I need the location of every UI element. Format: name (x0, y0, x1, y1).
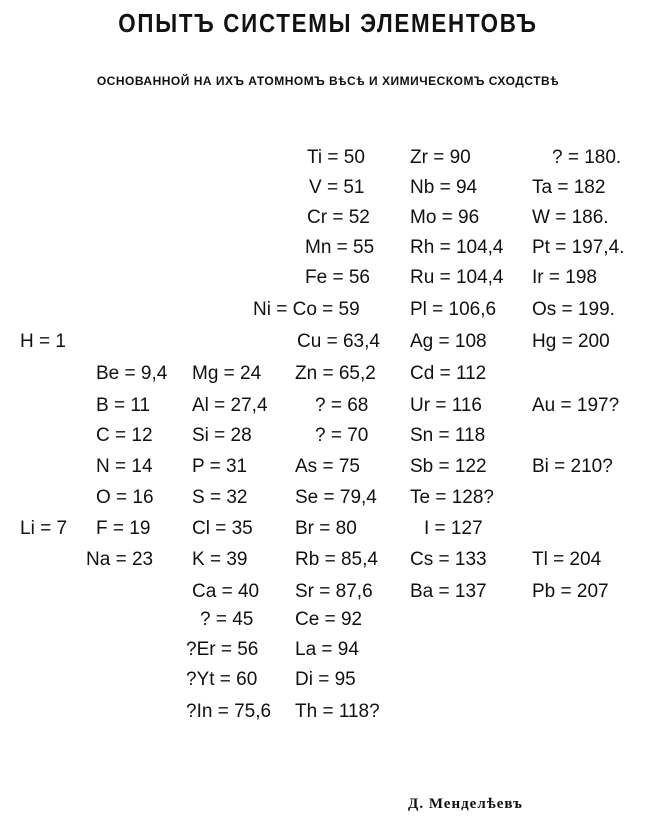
element-entry: Ca = 40 (192, 581, 260, 602)
element-entry: Pl = 106,6 (410, 299, 497, 320)
element-entry: Na = 23 (86, 549, 154, 570)
element-entry: Bi = 210? (532, 456, 613, 477)
element-entry: Al = 27,4 (192, 395, 268, 416)
element-entry: N = 14 (96, 456, 153, 477)
element-entry: ? = 70 (315, 425, 369, 446)
element-entry: Pb = 207 (532, 581, 609, 602)
element-entry: Ti = 50 (307, 147, 365, 168)
element-entry: ?Yt = 60 (186, 669, 258, 690)
element-entry: ? = 180. (552, 147, 622, 168)
element-entry: Au = 197? (532, 395, 620, 416)
element-entry: Rb = 85,4 (295, 549, 378, 570)
element-entry: F = 19 (96, 518, 151, 539)
element-entry: Nb = 94 (410, 177, 478, 198)
element-entry: Rh = 104,4 (410, 237, 504, 258)
element-entry: Br = 80 (295, 518, 357, 539)
element-entry: Ir = 198 (532, 267, 597, 288)
element-entry: Ba = 137 (410, 581, 487, 602)
document-subtitle: ОСНОВАННОЙ НА ИХЪ АТОМНОМЪ ВѣСѣ И ХИМИЧЕСКОМЪ СХОДСТВѣ (96, 74, 560, 88)
element-entry: V = 51 (309, 177, 365, 198)
element-entry: Cs = 133 (410, 549, 487, 570)
element-entry: Si = 28 (192, 425, 252, 446)
element-entry: ?In = 75,6 (186, 701, 272, 722)
element-entry: Te = 128? (410, 487, 494, 508)
element-entry: K = 39 (192, 549, 248, 570)
element-entry: Ta = 182 (532, 177, 606, 198)
element-entry: Li = 7 (20, 518, 68, 539)
element-entry: H = 1 (20, 331, 66, 352)
element-entry: Hg = 200 (532, 331, 610, 352)
element-entry: Mn = 55 (305, 237, 375, 258)
element-entry: As = 75 (295, 456, 360, 477)
element-entry: Th = 118? (295, 701, 380, 722)
element-entry: ?Er = 56 (186, 639, 259, 660)
element-entry: Sr = 87,6 (295, 581, 373, 602)
element-entry: O = 16 (96, 487, 154, 508)
element-entry: W = 186. (532, 207, 609, 228)
element-entry: Pt = 197,4. (532, 237, 625, 258)
element-entry: Mo = 96 (410, 207, 480, 228)
element-entry: I = 127 (424, 518, 483, 539)
element-entry: Tl = 204 (532, 549, 602, 570)
element-entry: Di = 95 (295, 669, 356, 690)
element-entry: Zr = 90 (410, 147, 471, 168)
element-entry: S = 32 (192, 487, 248, 508)
element-entry: Cr = 52 (307, 207, 370, 228)
element-entry: Sb = 122 (410, 456, 487, 477)
element-entry: Ni = Co = 59 (253, 299, 360, 320)
author-signature: Д. Менделѣевъ (408, 796, 523, 812)
element-entry: B = 11 (96, 395, 151, 416)
element-entry: Ag = 108 (410, 331, 487, 352)
element-entry: Zn = 65,2 (295, 363, 376, 384)
element-entry: ? = 45 (200, 609, 254, 630)
element-entry: Be = 9,4 (96, 363, 168, 384)
element-entry: Os = 199. (532, 299, 615, 320)
element-entry: Fe = 56 (305, 267, 370, 288)
element-entry: Cu = 63,4 (297, 331, 380, 352)
element-entry: Ur = 116 (410, 395, 482, 416)
element-entry: Ce = 92 (295, 609, 363, 630)
element-entry: Ru = 104,4 (410, 267, 504, 288)
element-entry: P = 31 (192, 456, 248, 477)
element-entry: C = 12 (96, 425, 153, 446)
element-entry: Sn = 118 (410, 425, 486, 446)
element-entry: Cl = 35 (192, 518, 253, 539)
element-entry: Se = 79,4 (295, 487, 377, 508)
element-entry: Mg = 24 (192, 363, 262, 384)
element-entry: Cd = 112 (410, 363, 487, 384)
document-title: ОПЫТЪ СИСТЕМЫ ЭЛЕМЕНТОВЪ (118, 8, 538, 38)
element-entry: ? = 68 (315, 395, 369, 416)
element-entry: La = 94 (295, 639, 359, 660)
